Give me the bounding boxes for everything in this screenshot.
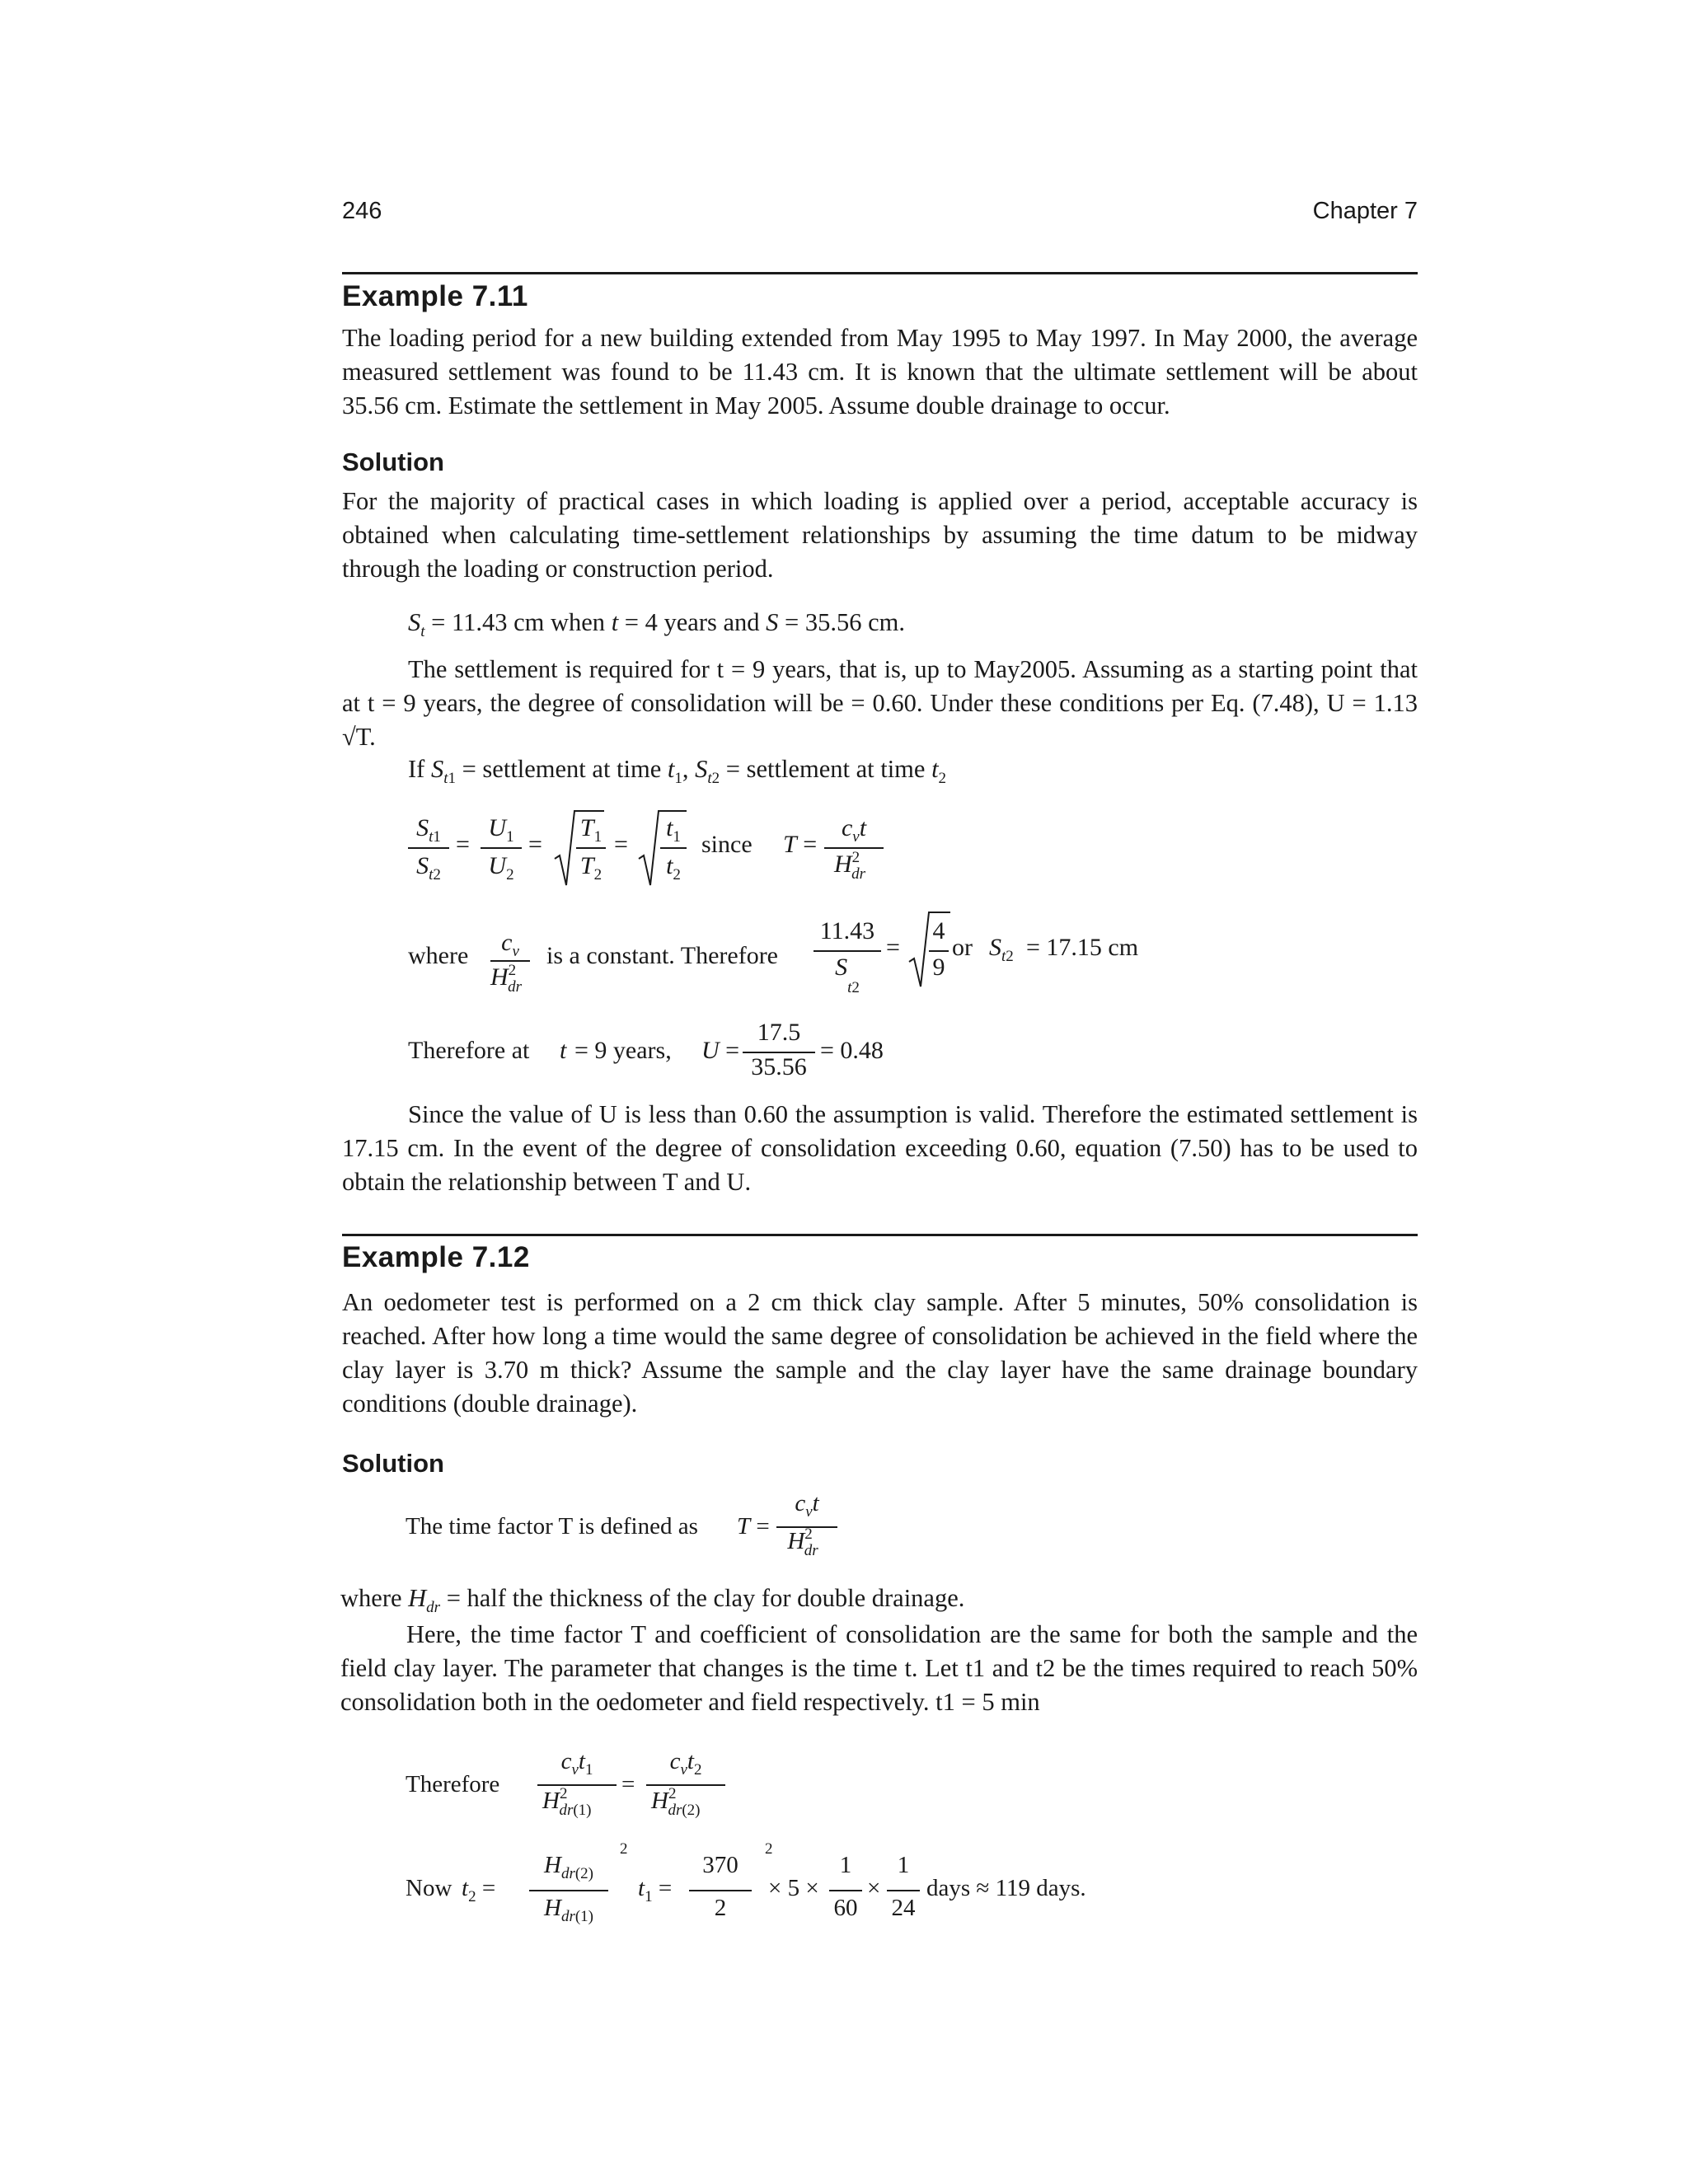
hdr-definition-line: where $H_{dr}$ = half the thickness of the clay for double drainage. bbox=[340, 1584, 965, 1617]
value-11-43: 11.43 bbox=[819, 917, 875, 944]
settlement-definition-line: If $S_{t1}$ = settlement at time $t_1$, $S_{t2}$ = settlement at time $t_2$ bbox=[408, 755, 947, 788]
example-7-11-solution-intro: For the majority of practical cases in which loading is applied over a period, acceptable accuracy is obtained when calculating time-settlement relationships by assuming the time datum to be midway through the loading or construction period. bbox=[342, 487, 1418, 583]
example-7-12-title: Example 7.12 bbox=[342, 1241, 530, 1273]
example-7-11-solution-heading: Solution bbox=[342, 448, 444, 476]
time-factor-label: The time factor T is defined as bbox=[406, 1513, 698, 1540]
example-7-12-solution-heading: Solution bbox=[342, 1449, 444, 1478]
example-7-11-assumption: The settlement is required for t = 9 years, that is, up to May2005. Assuming as a starting point that at t = 9 years, the degree of consolidation will be = 0.60. Under these conditions per Eq. (7.48), U = 1.13 √T. bbox=[342, 655, 1418, 751]
now-label: Now bbox=[406, 1875, 452, 1901]
u-result: = 0.48 bbox=[820, 1037, 884, 1064]
page-number: 246 bbox=[342, 198, 382, 224]
chapter-label: Chapter 7 bbox=[1312, 198, 1418, 224]
value-9: 9 bbox=[932, 954, 945, 981]
times-5-times: × 5 × bbox=[768, 1875, 819, 1901]
since-label: since bbox=[701, 831, 753, 858]
example-7-11-title: Example 7.11 bbox=[342, 280, 528, 312]
section-rule bbox=[342, 1234, 1418, 1236]
field-time-result: days ≈ 119 days. bbox=[926, 1875, 1086, 1901]
value-35-56: 35.56 bbox=[751, 1053, 807, 1080]
where-label: where bbox=[408, 942, 469, 969]
therefore-label: Therefore bbox=[406, 1771, 500, 1797]
example-7-12-problem: An oedometer test is performed on a 2 cm thick clay sample. After 5 minutes, 50% consolidation is reached. After how long a time would the same degree of consolidation be achieved in the field where the clay layer is 3.70 m thick? Assume the sample and the clay layer have the same drainage boundary conditions (double drainage). bbox=[342, 1288, 1418, 1418]
value-4: 4 bbox=[932, 917, 945, 944]
t-equals-9: = 9 years, bbox=[574, 1037, 672, 1064]
example-7-11-problem: The loading period for a new building extended from May 1995 to May 1997. In May 2000, the average measured settlement was found to be 11.43 cm. It is known that the ultimate settlement will be about 35.56 cm. Estimate the settlement in May 2005. Assume double drainage to occur. bbox=[342, 324, 1418, 419]
example-7-12-parameter-paragraph: Here, the time factor T and coefficient of consolidation are the same for both the sample and the field clay layer. The parameter that changes is the time t. Let t1 and t2 be the times required to reach 50% consolidation both in the oedometer and field respectively. t1 = 5 min bbox=[340, 1620, 1418, 1716]
constant-label: is a constant. Therefore bbox=[546, 942, 779, 969]
example-7-11-conclusion: Since the value of U is less than 0.60 the assumption is valid. Therefore the estimated settlement is 17.15 cm. In the event of the degree of consolidation exceeding 0.60, equation (7.50) has to be used to obtain the relationship between T and U. bbox=[342, 1100, 1418, 1196]
value-370: 370 bbox=[702, 1852, 738, 1878]
value-17-5: 17.5 bbox=[757, 1019, 801, 1046]
section-rule bbox=[342, 272, 1418, 274]
settlement-result: = 17.15 cm bbox=[1026, 934, 1139, 961]
hdr-definition: = half the thickness of the clay for double drainage. bbox=[446, 1584, 965, 1612]
therefore-at-label: Therefore at bbox=[408, 1037, 530, 1064]
or-label: or bbox=[952, 934, 973, 961]
given-values-line: $S_t = 11.43$ cm when t = 4 years and S = 35.56 cm. bbox=[408, 608, 905, 641]
textbook-page: 246 Chapter 7 Example 7.11 The loading period for a new building extended from May 1995 to May 1997. In May 2000, the average measured settlement was found to be 11.43 cm. It is known that the ultimate settlement will be about 35.56 cm. Estimate the settlement in May 2005. Assume double drainage to occur. Solution For the majority of practical cases in which loading is applied over a period, acceptable accuracy is obtained when calculating time-settlement relationships by assuming the time datum to be midway through the loading or construction period. $S_t = 11.43$ cm when t = 4 years and S = 35.56 cm. The settlement is required for t = 9 years, that is, up to May2005. Assuming as a starting point that at t = 9 years, the degree of consolidation will be = 0.60. Under these conditions per Eq. (7.48), U = 1.13 √T. If $S_{t1}$ = settlement at time $t_1$, $S_{t2}$ = settlement at time $t_2$ $S_{t1}$ $S_{t2}$ = $U_1$ $U_2$ = $T_1$ $T_2$ = $t_1$ $t_2$ since T = $c_vt$ $H^2_{dr}$ where $c_v$ $H^2_{dr}$ is a constant. Therefore 11.43 $S_{t2}$ = 4 9 or $S_{t2}$ = 17.15 cm Therefore at t = 9 years, U = 17.5 35.56 = 0.48 Since the value of U is less than 0.60 the assumption is valid. Therefore the estimated settlement is 17.15 cm. In the event of the degree of consolidation exceeding 0.60, equation (7.50) has to be used to obtain the relationship between T and U. Example 7.12 An oedometer test is performed on a 2 cm thick clay sample. After 5 minutes, 50% consolidation is reached. After how long a time would the same degree of consolidation be achieved in the field where the clay layer is 3.70 m thick? Assume the sample and the clay layer have the same drainage boundary conditions (double drainage). Solution The time factor T is defined as T = $c_vt$ $H^2_{dr}$ where $H_{dr}$ = half the thickness of the clay for double drainage. Here, the time factor T and coefficient of consolidation are the same for both the sample and the field clay layer. The parameter that changes is the time t. Let t1 and t2 be the times required to reach 50% consolidation both in the oedometer and field respectively. t1 = 5 min Therefore $c_vt_1$ $H^2_{dr(1)}$ = $c_vt_2$ $H^2_{dr(2)}$ Now $t_2$ = $H_{dr(2)}$ $H_{dr(1)}$ 2 $t_1$ = 370 2 2 × 5 × 1 60 × 1 24 days ≈ 119 days. bbox=[0, 0, 1688, 2184]
value-2: 2 bbox=[714, 1895, 727, 1921]
